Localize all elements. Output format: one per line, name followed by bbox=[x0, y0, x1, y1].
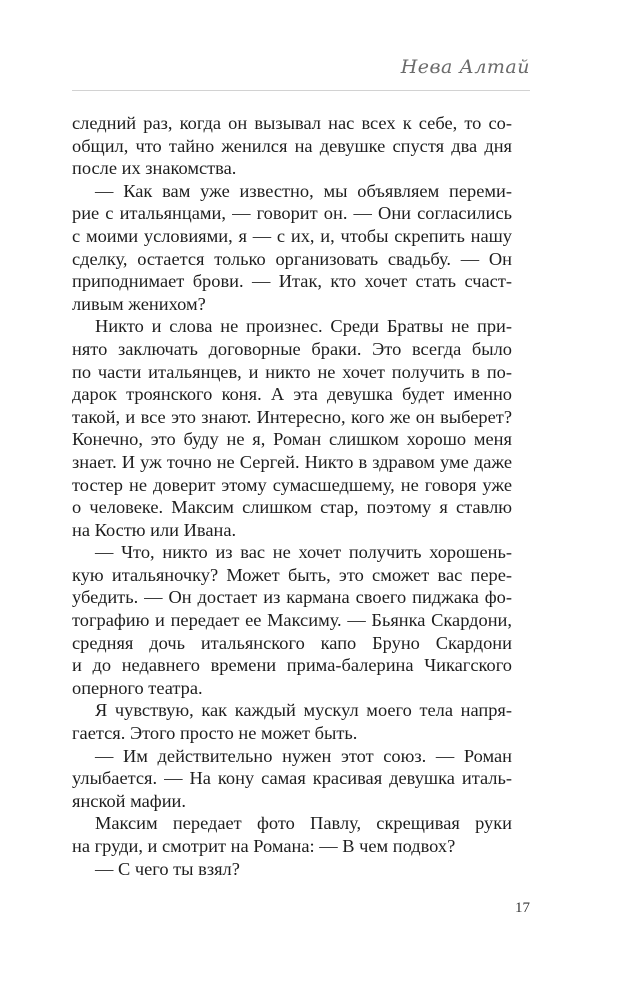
text-line: приподнимает брови. — Итак, кто хочет стать счаст- bbox=[72, 271, 512, 292]
text-line: следний раз, когда он вызывал нас всех к себе, то со- bbox=[72, 113, 512, 133]
text-line: рие с итальянцами, — говорит он. — Они согласились bbox=[72, 203, 512, 224]
text-line: оперного театра. bbox=[72, 677, 203, 698]
page-number: 17 bbox=[515, 900, 530, 916]
text-line: кую итальяночку? Может быть, это сможет вас пере- bbox=[72, 564, 512, 585]
text-line: гается. Этого просто не может быть. bbox=[72, 723, 358, 744]
text-line: дарок троянского коня. А эта девушка будет именно bbox=[72, 384, 512, 405]
text-line: на Костю или Ивана. bbox=[72, 519, 237, 540]
text-line: Никто и слова не произнес. Среди Братвы не при- bbox=[95, 316, 512, 337]
running-head-author: Нева Алтай bbox=[400, 56, 530, 78]
text-line: после их знакомства. bbox=[72, 158, 237, 179]
text-line: ливым женихом? bbox=[72, 293, 206, 314]
text-line: Максим передает фото Павлу, скрещивая руки bbox=[95, 813, 512, 834]
text-line: о человеке. Максим слишком стар, поэтому я ставлю bbox=[72, 497, 512, 518]
text-line: улыбается. — На кону самая красивая девушка италь- bbox=[72, 768, 512, 789]
text-line: Я чувствую, как каждый мускул моего тела напря- bbox=[95, 700, 512, 721]
text-line: нято заключать договорные браки. Это всегда было bbox=[72, 338, 512, 359]
text-line: Конечно, это буду не я, Роман слишком хорошо меня bbox=[72, 429, 512, 450]
text-line: и до недавнего времени прима-балерина Чикагского bbox=[72, 655, 512, 676]
text-line: знает. И уж точно не Сергей. Никто в здравом уме даже bbox=[72, 451, 512, 472]
header-rule bbox=[72, 90, 530, 91]
text-line: общил, что тайно женился на девушке спустя два дня bbox=[72, 135, 512, 156]
text-line: — Что, никто из вас не хочет получить хорошень- bbox=[95, 542, 512, 563]
text-line: с моими условиями, я — с их, и, чтобы скрепить нашу bbox=[72, 225, 512, 246]
text-line: по части итальянцев, и никто не хочет получить в по- bbox=[72, 361, 512, 382]
text-line: такой, и все это знают. Интересно, кого же он выберет? bbox=[72, 406, 512, 427]
text-line: убедить. — Он достает из кармана своего пиджака фо- bbox=[72, 587, 512, 608]
body-text bbox=[72, 112, 512, 880]
text-line: янской мафии. bbox=[72, 790, 186, 811]
text-line: тографию и передает ее Максиму. — Бьянка Скардони, bbox=[72, 610, 512, 631]
text-line: — С чего ты взял? bbox=[95, 858, 240, 879]
text-line: — Как вам уже известно, мы объявляем переми- bbox=[95, 180, 512, 201]
text-line: — Им действительно нужен этот союз. — Роман bbox=[95, 745, 512, 766]
text-line: тостер не доверит этому сумасшедшему, не говоря уже bbox=[72, 474, 512, 495]
text-line: сделку, остается только организовать свадьбу. — Он bbox=[72, 248, 512, 269]
text-line: средняя дочь итальянского капо Бруно Скардони bbox=[72, 632, 512, 653]
text-line: на груди, и смотрит на Романа: — В чем подвох? bbox=[72, 836, 456, 856]
